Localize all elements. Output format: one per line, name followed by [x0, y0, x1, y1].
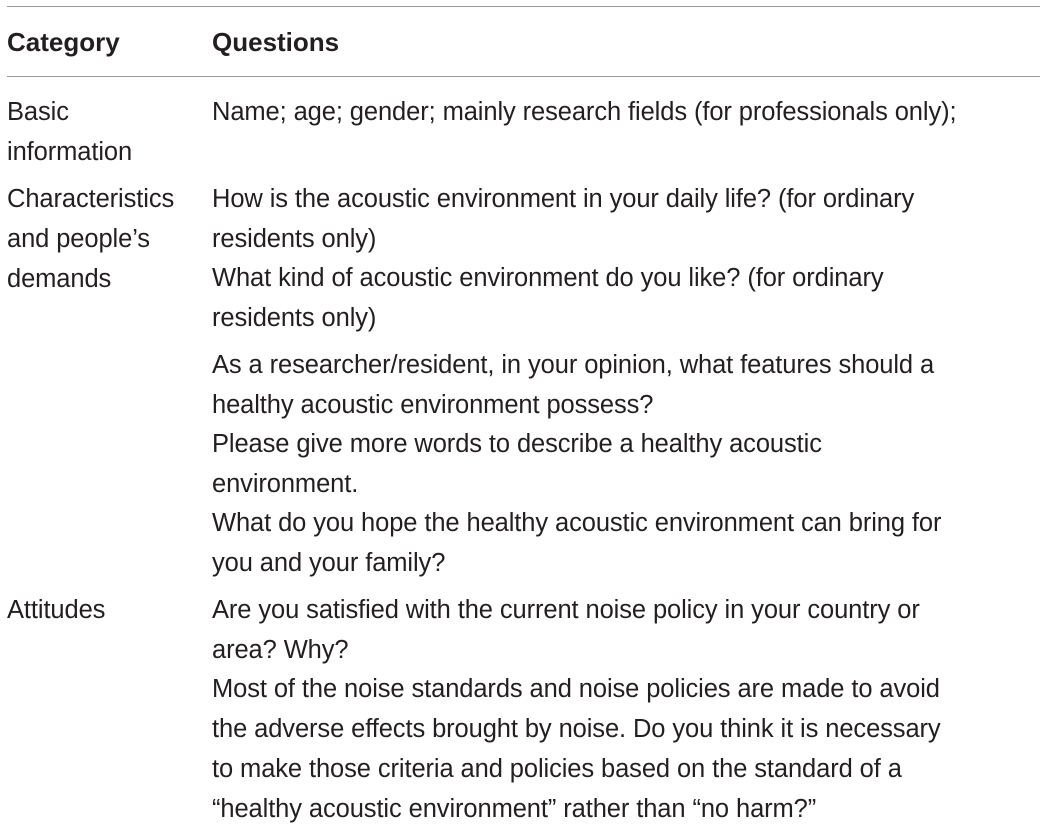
question-noise-policy	[212, 590, 1040, 670]
question-line: How is the acoustic environment in your daily life? (for ordinary	[212, 185, 915, 213]
category-line: information	[7, 138, 133, 166]
question-line: residents only)	[212, 225, 377, 253]
column-header-questions: Questions	[212, 27, 340, 57]
question-line: healthy acoustic environment possess?	[212, 391, 654, 419]
question-line: to make those criteria and policies based on the standard of a	[212, 755, 902, 783]
row-attitudes-category	[7, 590, 207, 630]
question-line: What do you hope the healthy acoustic environment can bring for	[212, 509, 942, 537]
question-line: you and your family?	[212, 549, 446, 577]
column-header-category: Category	[7, 27, 120, 57]
category-line: Attitudes	[7, 596, 106, 624]
question-line: “healthy acoustic environment” rather than “no harm?”	[212, 795, 817, 823]
category-line: Basic	[7, 98, 69, 126]
category-line: demands	[7, 265, 112, 293]
question-line: Name; age; gender; mainly research fields (for professionals only);	[212, 98, 957, 126]
question-line: Most of the noise standards and noise policies are made to avoid	[212, 675, 940, 703]
row-characteristics-category	[7, 179, 207, 299]
category-line: Characteristics	[7, 185, 175, 213]
question-line: What kind of acoustic environment do you like? (for ordinary	[212, 264, 884, 292]
row-basic-category	[7, 92, 207, 172]
question-line: the adverse effects brought by noise. Do you think it is necessary	[212, 715, 941, 743]
question-daily-life	[212, 179, 1040, 259]
question-preferred-environment	[212, 258, 1040, 338]
question-line: environment.	[212, 470, 359, 498]
row-basic-questions	[212, 92, 1040, 132]
question-healthy-features	[212, 345, 1040, 425]
question-line: area? Why?	[212, 636, 349, 664]
table-header-rule	[7, 76, 1040, 77]
category-line: and people’s	[7, 225, 150, 253]
question-line: Please give more words to describe a healthy acoustic	[212, 430, 822, 458]
question-line: As a researcher/resident, in your opinion, what features should a	[212, 351, 935, 379]
question-line: Are you satisfied with the current noise policy in your country or	[212, 596, 920, 624]
table-top-rule	[7, 6, 1040, 7]
question-describe-words	[212, 424, 1040, 504]
question-line: residents only)	[212, 304, 377, 332]
question-hope-bring	[212, 503, 1040, 583]
question-standards-criteria	[212, 669, 1040, 829]
